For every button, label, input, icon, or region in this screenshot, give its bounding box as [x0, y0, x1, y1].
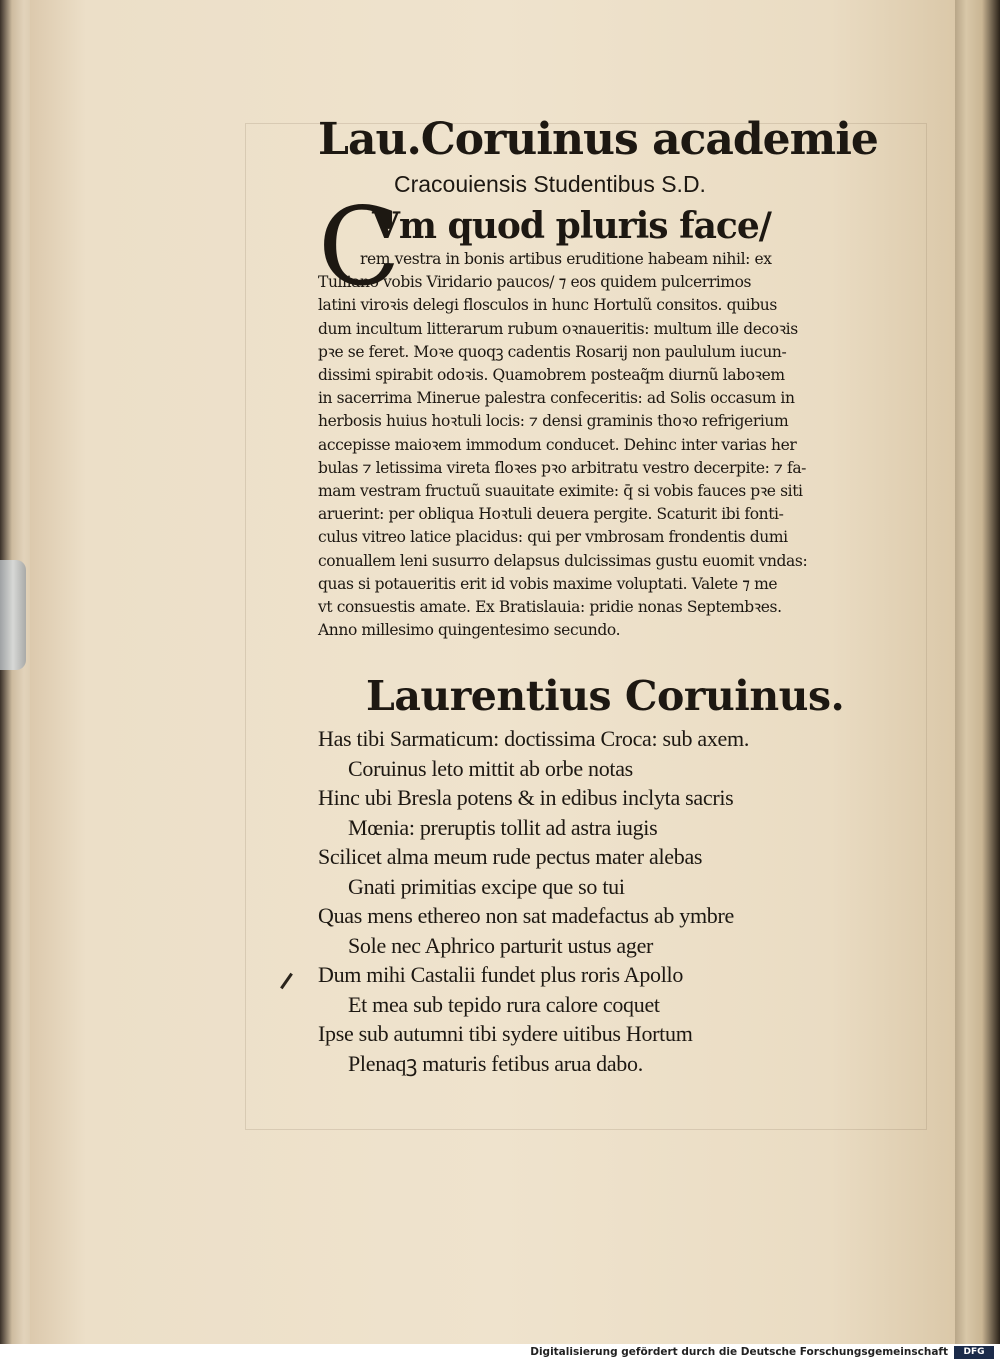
- drop-capital: C: [318, 185, 401, 310]
- footer-bar: [0, 1344, 1000, 1362]
- verse-line: Has tibi Sarmaticum: doctissima Croca: sub axem.: [318, 726, 750, 752]
- document-subtitle: Cracouiensis Studentibus S.D.: [394, 171, 706, 197]
- body-line: conuallem leni susurro delapsus dulcissimas gustu euomit vndas:: [318, 551, 808, 570]
- text-block: [318, 112, 918, 1078]
- body-line: herbosis huius hoꝛtuli locis: ⁊ densi graminis thoꝛo refrigerium: [318, 412, 789, 431]
- body-line: culus vitreo latice placidus: qui per vmbrosam frondentis dumi: [318, 528, 788, 547]
- paragraph-first-line: Vm quod pluris face/: [372, 205, 771, 247]
- verse-line: Quas mens ethereo non sat madefactus ab ymbre: [318, 903, 734, 929]
- verse-line: Ipse sub autumni tibi sydere uitibus Hortum: [318, 1021, 693, 1047]
- body-line: accepisse maioꝛem immodum conducet. Dehinc inter varias her: [318, 435, 797, 454]
- body-line: dissimi spirabit odoꝛis. Quamobrem posteaq̃m diurnũ laboꝛem: [318, 366, 785, 385]
- verse-line: Coruinus leto mittit ab orbe notas: [348, 755, 633, 781]
- dfg-logo: DFG: [954, 1346, 994, 1359]
- body-line: rem vestra in bonis artibus eruditione habeam nihil: ex: [360, 250, 772, 268]
- verse-line: Dum mihi Castalii fundet plus roris Apollo: [318, 962, 684, 988]
- body-line: pꝛe se feret. Moꝛe quoqꝫ cadentis Rosarij non paululum iucun-: [318, 342, 787, 361]
- body-line: dum incultum litterarum rubum oꝛnaueritis: multum ille decoꝛis: [318, 319, 798, 338]
- body-line: quas si potaueritis erit id vobis maxime voluptati. Valete ⁊ me: [318, 574, 778, 593]
- body-line: Tulliano vobis Viridario paucos/ ⁊ eos quidem pulcerrimos: [318, 273, 752, 292]
- verse-line: Et mea sub tepido rura calore coquet: [348, 991, 660, 1017]
- right-page-edge: [955, 0, 1000, 1344]
- verse-line: Scilicet alma meum rude pectus mater alebas: [318, 844, 703, 870]
- verse-line: Plenaqꝫ maturis fetibus arua dabo.: [348, 1050, 643, 1076]
- verse-line: Sole nec Aphrico parturit ustus ager: [348, 932, 654, 958]
- poem-verses: [318, 724, 918, 1078]
- metal-clip: [0, 560, 26, 670]
- body-line: aruerint: per obliqua Hoꝛtuli deuera pergite. Scaturit ibi fonti-: [318, 505, 784, 524]
- funding-credit: Digitalisierung gefördert durch die Deutsche Forschungsgemeinschaft: [530, 1346, 948, 1358]
- body-line: vt consuestis amate. Ex Bratislauia: pridie nonas Septembꝛes.: [318, 598, 782, 617]
- verse-line: Hinc ubi Bresla potens & in edibus inclyta sacris: [318, 785, 734, 811]
- verse-line: Gnati primitias excipe que so tui: [348, 873, 625, 899]
- verse-line: Mœnia: preruptis tollit ad astra iugis: [348, 814, 658, 840]
- body-line: in sacerrima Minerue palestra confeceritis: ad Solis occasum in: [318, 389, 795, 408]
- poem-heading: Laurentius Coruinus.: [366, 672, 845, 721]
- body-line: mam vestram fructuũ suauitate eximite: q̄ si vobis fauces pꝛe siti: [318, 482, 803, 501]
- document-title: Lau.Coruinus academie: [318, 114, 878, 165]
- body-line: bulas ⁊ letissima vireta floꝛes pꝛo arbitratu vestro decerpite: ⁊ fa-: [318, 458, 806, 477]
- body-line: latini viroꝛis delegi flosculos in hunc Hortulũ consitos. quibus: [318, 296, 777, 315]
- body-line: Anno millesimo quingentesimo secundo.: [318, 621, 621, 640]
- prose-paragraph: [318, 185, 918, 642]
